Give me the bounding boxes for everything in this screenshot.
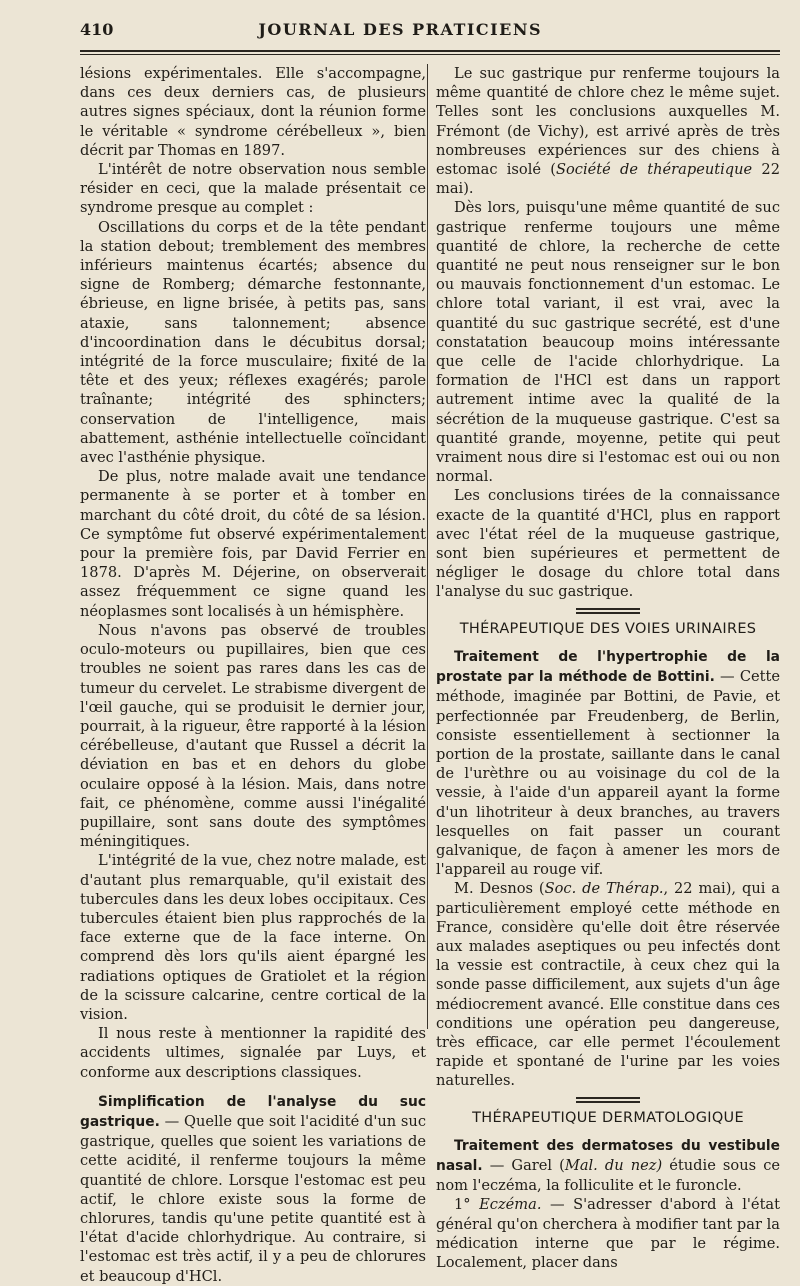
paragraph: De plus, notre malade avait une tendance permanente à se porter et à tomber en marchant du côté droit, du côté de sa lésion. Ce symptôme fut observé expérimentalement pour la première fois, par David Ferrier en 1878. D'après M. Déjerine, on observerait assez fréquemment ce signe quand les néoplasmes sont localisés à un hémisphère. bbox=[80, 468, 426, 620]
section-text: — Quelle que soit l'acidité d'un suc gastrique, quelles que soient les variations de cette acidité, il renferme toujours la même quantité de chlore. Lorsque l'estomac est peu actif, le chlore existe sous la forme de chlorures, tandis qu'une petite quantité est à l'état d'acide chlorhydrique. Au contraire, si l'estomac est très actif, il y a peu de chlorures et beaucoup d'HCl. bbox=[80, 1112, 426, 1285]
section-rule bbox=[576, 1097, 640, 1099]
text-run: — Garel ( bbox=[482, 1156, 565, 1174]
citation: Soc. de Thérap. bbox=[544, 880, 664, 898]
section-title: Traitement de l'hypertrophie de la prostate par la méthode de Bottini. bbox=[436, 648, 780, 686]
header-rule-thin bbox=[80, 54, 780, 55]
text-run: , 22 mai), qui a particulièrement employé cette méthode en France, considère qu'elle doit être réservée aux malades aseptiques ou peu infectés dont la vessie est contractile, à ceux chez qui la sonde passe difficilement, aux sujets d'un âge médiocrement avancé. Elle constitue dans ces conditions une opération peu dangereuse, très efficace, car elle permet l'écoulement rapide et spontané de l'urine par les voies naturelles. bbox=[436, 880, 780, 1090]
paragraph bbox=[436, 64, 780, 198]
paragraph bbox=[436, 879, 780, 1090]
section-rule bbox=[576, 608, 640, 610]
paragraph: Oscillations du corps et de la tête pendant la station debout; tremblement des membres inférieurs maintenus écartés; absence du signe de Romberg; démarche festonnante, ébrieuse, en ligne brisée, à petits pas, sans ataxie, sans talonnement; absence d'incoordination dans le décubitus dorsal; intégrité de la force musculaire; fixité de la tête et des yeux; réflexes exagérés; parole traînante; intégrité des sphincters; conservation de l'intelligence, mais abattement, asthénie intellectuelle coïncidant avec l'asthénie physique. bbox=[80, 218, 426, 467]
page-header bbox=[80, 20, 780, 48]
section-text: — Cette méthode, imaginée par Bottini, de Pavie, et perfectionnée par Freudenberg, de Berlin, consiste essentiellement à sectionner la portion de la prostate, saillante dans le canal de l'urèthre ou au voisinage du col de la vessie, à l'aide d'un appareil ayant la forme d'un lihotriteur à deux branches, au travers lesquelles on fait passer un courant galvanique, de façon à amener les mors de l'appareil au rouge vif. bbox=[436, 668, 780, 879]
section-gastric bbox=[80, 1092, 426, 1286]
spacer bbox=[80, 1082, 426, 1092]
section-heading-dermatology: THÉRAPEUTIQUE DERMATOLOGIQUE bbox=[472, 1109, 744, 1126]
subheading: Eczéma. bbox=[479, 1196, 542, 1214]
section-rule bbox=[576, 612, 640, 614]
section-prostate bbox=[436, 647, 780, 879]
paragraph: Dès lors, puisqu'une même quantité de suc gastrique renferme toujours une même quantité de chlore, la recherche de cette quantité ne peut nous renseigner sur le bon ou mauvais fonctionnement d'un estomac. Le chlore total variant, il est vrai, avec la quantité du suc gastrique secrété, est d'une constatation beaucoup moins intéressante que celle de l'acide chlorhydrique. La formation de l'HCl est dans un rapport autrement intime avec la qualité de la sécrétion de la muqueuse gastrique. C'est sa quantité grande, moyenne, petite qui peut vraiment nous dire si l'estomac est oui ou non normal. bbox=[436, 199, 780, 486]
text-run: Le suc gastrique pur renferme toujours la même quantité de chlore chez le même sujet. Telles sont les conclusions auxquelles M. Frémont (de Vichy), est arrivé après de très nombreuses expériences sur des chiens à estomac isolé ( bbox=[436, 65, 780, 179]
paragraph: L'intégrité de la vue, chez notre malade, est d'autant plus remarquable, qu'il existait des tubercules dans les deux lobes occipitaux. Ces tubercules étaient bien plus rapprochés de la face externe que de la face interne. On comprend dès lors qu'ils aient épargné les radiations optiques de Gratiolet et la région de la scissure calcarine, centre cortical de la vision. bbox=[80, 852, 426, 1023]
section-title: Traitement des dermatoses du vestibule nasal. bbox=[436, 1137, 780, 1174]
paragraph: L'intérêt de notre observation nous semble résider en ceci, que la malade présentait ce syndrome presque au complet : bbox=[80, 161, 426, 217]
text-run: M. Desnos ( bbox=[454, 880, 545, 898]
citation: Mal. du nez) bbox=[564, 1156, 663, 1174]
list-number: 1° bbox=[454, 1196, 471, 1214]
section-dermatoses bbox=[436, 1136, 780, 1196]
section-rule bbox=[576, 1101, 640, 1103]
header-rule bbox=[80, 50, 780, 52]
paragraph: lésions expérimentales. Elle s'accompagne, dans ces deux derniers cas, de plusieurs autres signes spéciaux, dont la réunion forme le véritable « syndrome cérébelleux », bien décrit par Thomas en 1897. bbox=[80, 65, 426, 159]
right-column bbox=[436, 64, 780, 1272]
column-divider bbox=[427, 64, 428, 1029]
page-number: 410 bbox=[80, 20, 114, 39]
text-run: 22 mai). bbox=[436, 161, 780, 198]
paragraph: Nous n'avons pas observé de troubles oculo-moteurs ou pupillaires, bien que ces troubles ne soient pas rares dans les cas de tumeur du cervelet. Le strabisme divergent de l'œil gauche, qui se produisit le dernier jour, pourrait, à la rigueur, être rapporté à la lésion cérébelleuse, d'autant que Russel a décrit la déviation en bas et en dehors du globe oculaire opposé à la lésion. Mais, dans notre fait, ce phénomène, comme aussi l'inégalité pupillaire, sont sans doute des symptômes méningitiques. bbox=[80, 621, 426, 851]
section-heading-urinary: THÉRAPEUTIQUE DES VOIES URINAIRES bbox=[459, 620, 757, 637]
left-column bbox=[80, 64, 426, 1286]
paragraph: Les conclusions tirées de la connaissance exacte de la quantité d'HCl, plus en rapport avec l'état réel de la muqueuse gastrique, sont bien supérieures et permettent de négliger le dosage du chlore total dans l'analyse du suc gastrique. bbox=[436, 487, 780, 601]
paragraph: Il nous reste à mentionner la rapidité des accidents ultimes, signalée par Luys, et conforme aux descriptions classiques. bbox=[80, 1025, 426, 1081]
journal-title: JOURNAL DES PRATICIENS bbox=[258, 20, 542, 39]
paragraph bbox=[436, 1195, 780, 1272]
section-title: Simplification de l'analyse du suc gastrique. bbox=[80, 1093, 426, 1130]
text-run: étudie sous ce nom l'eczéma, la folliculite et le furoncle. bbox=[436, 1156, 781, 1195]
citation: Société de thérapeutique bbox=[555, 161, 753, 179]
text-run: — S'adresser d'abord à l'état général qu'on cherchera à modifier tant par la médication interne que par le régime. Localement, placer dans bbox=[436, 1196, 780, 1271]
